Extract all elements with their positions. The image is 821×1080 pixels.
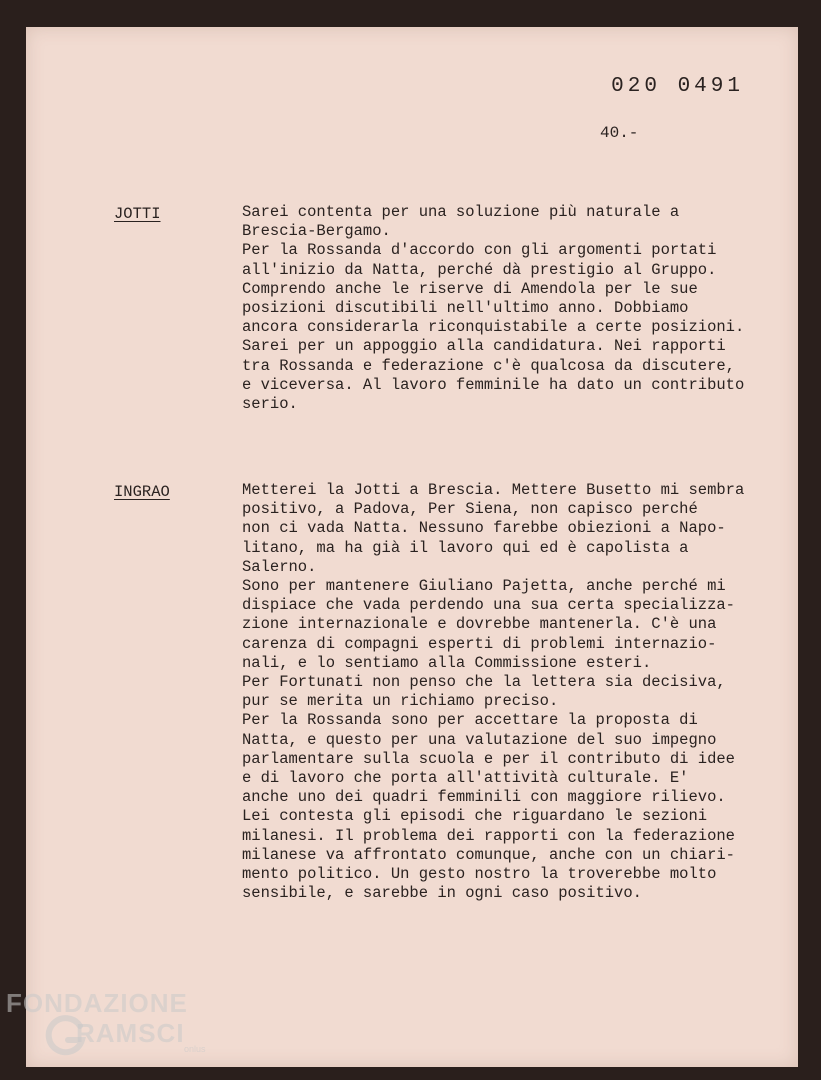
- text-line: e di lavoro che porta all'attività culturale. E': [242, 769, 689, 788]
- speaker-jotti: JOTTI: [114, 205, 161, 223]
- document-page: [26, 27, 798, 1067]
- text-line: anche uno dei quadri femminili con maggiore rilievo.: [242, 788, 726, 807]
- text-line: posizioni discutibili nell'ultimo anno. Dobbiamo: [242, 299, 689, 318]
- text-line: Brescia-Bergamo.: [242, 222, 391, 241]
- text-line: Per la Rossanda d'accordo con gli argomenti portati: [242, 241, 717, 260]
- text-line: pur se merita un richiamo preciso.: [242, 692, 559, 711]
- text-line: carenza di compagni esperti di problemi internazio-: [242, 634, 717, 653]
- text-line: Sarei per un appoggio alla candidatura. Nei rapporti: [242, 337, 726, 356]
- text-line: mento politico. Un gesto nostro la troverebbe molto: [242, 865, 717, 884]
- page-number: 40.-: [600, 124, 639, 142]
- text-line: Salerno.: [242, 557, 317, 576]
- text-line: litano, ma ha già il lavoro qui ed è capolista a: [242, 538, 689, 557]
- text-line: e viceversa. Al lavoro femminile ha dato un contributo: [242, 375, 745, 394]
- text-line: Lei contesta gli episodi che riguardano le sezioni: [242, 807, 708, 826]
- watermark-onlus: onlus: [184, 1044, 206, 1054]
- watermark-line1: FONDAZIONE: [6, 988, 188, 1018]
- speaker-ingrao: INGRAO: [114, 483, 170, 501]
- text-line: ancora considerarla riconquistabile a certe posizioni.: [242, 318, 745, 337]
- text-line: nali, e lo sentiamo alla Commissione esteri.: [242, 653, 652, 672]
- text-line: parlamentare sulla scuola e per il contributo di idee: [242, 749, 735, 768]
- text-line: Sono per mantenere Giuliano Pajetta, anche perché mi: [242, 577, 726, 596]
- text-line: Comprendo anche le riserve di Amendola per le sue: [242, 279, 698, 298]
- text-line: all'inizio da Natta, perché dà prestigio al Gruppo.: [242, 260, 717, 279]
- text-line: positivo, a Padova, Per Siena, non capisco perché: [242, 500, 698, 519]
- text-line: dispiace che vada perdendo una sua certa specializza-: [242, 596, 735, 615]
- text-line: non ci vada Natta. Nessuno farebbe obiezioni a Napo-: [242, 519, 726, 538]
- text-line: Sarei contenta per una soluzione più naturale a: [242, 203, 680, 221]
- document-code: 020 0491: [611, 75, 744, 98]
- text-line: Per la Rossanda sono per accettare la proposta di: [242, 711, 698, 730]
- text-line: tra Rossanda e federazione c'è qualcosa da discutere,: [242, 356, 735, 375]
- text-line: sensibile, e sarebbe in ogni caso positivo.: [242, 884, 642, 903]
- text-line: Natta, e questo per una valutazione del suo impegno: [242, 730, 717, 749]
- text-line: milanese va affrontato comunque, anche con un chiari-: [242, 845, 735, 864]
- ingrao-paragraph-2: [242, 673, 735, 903]
- watermark-line2: RAMSCI: [76, 1018, 185, 1048]
- text-line: Per Fortunati non penso che la lettera sia decisiva,: [242, 673, 726, 691]
- text-line: zione internazionale e dovrebbe mantenerla. C'è una: [242, 615, 717, 634]
- text-line: serio.: [242, 395, 298, 414]
- text-line: milanesi. Il problema dei rapporti con la federazione: [242, 826, 735, 845]
- fondazione-gramsci-watermark: [6, 988, 206, 1058]
- ingrao-paragraph-1: [242, 481, 744, 673]
- text-line: Metterei la Jotti a Brescia. Mettere Busetto mi sembra: [242, 481, 745, 499]
- jotti-paragraph: [242, 203, 744, 414]
